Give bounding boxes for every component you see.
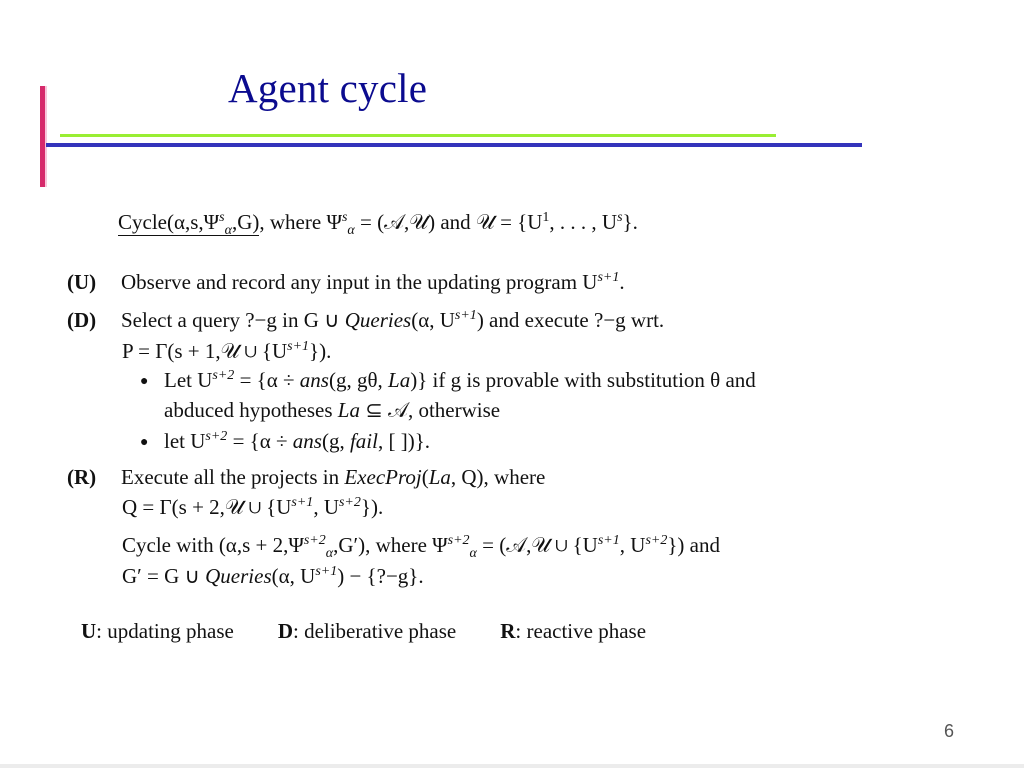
phase-u-key: U <box>81 619 97 643</box>
cycle-definition: $Cycle(\alpha,s,\Psi^s_\alpha,G)$, where $\Psi^s_\alpha$ = (𝒜,𝒰) and 𝒰 = {$U^1$, . . . , $U^s$}. <box>118 210 638 239</box>
step-r-line2: Q = Γ(s + 2,𝒰 ∪ {$U^{s+1}$, $U^{s+2}$}). <box>122 495 384 519</box>
step-u-tag: (U) <box>67 270 97 294</box>
phase-d-key: D <box>277 619 293 643</box>
left-accent-bar-highlight <box>45 86 47 187</box>
step-d-bullet-2: ● let $U^{s+2} = \{\alpha \div ans(g$, fail, [ ])}. <box>140 427 430 457</box>
step-d-line2: P = Γ(s + 1,𝒰 ∪ $\{U^{s+1}\}$). <box>122 339 332 363</box>
step-d-tag: (D) <box>67 308 97 332</box>
phase-r-key: R <box>500 619 516 643</box>
bottom-divider <box>0 764 1024 768</box>
cycle-signature: $Cycle(\alpha,s,\Psi^s_\alpha,G)$ <box>118 210 260 239</box>
phase-r-text: : reactive phase <box>515 619 647 643</box>
title-underline-blue <box>46 143 862 147</box>
step-u: (U) Observe and record any input in the updating program $U^{s+1}$. <box>67 270 625 294</box>
step-d-bullet-1-cont: abduced hypotheses La ⊆ 𝒜, otherwise <box>164 398 501 422</box>
step-r-line3: Cycle with $(\alpha,s + 2,\Psi^{s+2}_\alpha,G')$, where $\Psi^{s+2}_\alpha$ = (𝒜,𝒰 ∪ {$U^{s+1}$, $U^{s+2}$}) and <box>122 533 720 562</box>
step-d: (D) Select a query ?−g in G ∪ Queries(α, $U^{s+1}$) and execute ?−g wrt. <box>67 308 665 332</box>
page-number: 6 <box>944 721 955 741</box>
bullet-icon: ● <box>140 374 149 389</box>
step-u-text: Observe and record any input in the updating program U <box>121 270 598 294</box>
step-r-line4: G′ = G ∪ Queries(α, $U^{s+1}$) − {?−g}. <box>122 564 424 588</box>
step-d-bullet-1: ● Let $U^{s+2} = \{\alpha \div ans(g$, gθ, La)} if g is provable with substitution θ and <box>140 366 756 396</box>
title-underline-green <box>60 134 776 137</box>
step-r-tag: (R) <box>67 465 97 489</box>
phase-d-text: : deliberative phase <box>292 619 457 643</box>
step-r: (R) Execute all the projects in ExecProj(La, Q), where <box>67 465 546 489</box>
phase-legend <box>81 617 646 645</box>
slide-title: Agent cycle <box>228 65 428 111</box>
phase-u-text: : updating phase <box>96 619 234 643</box>
bullet-icon: ● <box>140 435 149 450</box>
